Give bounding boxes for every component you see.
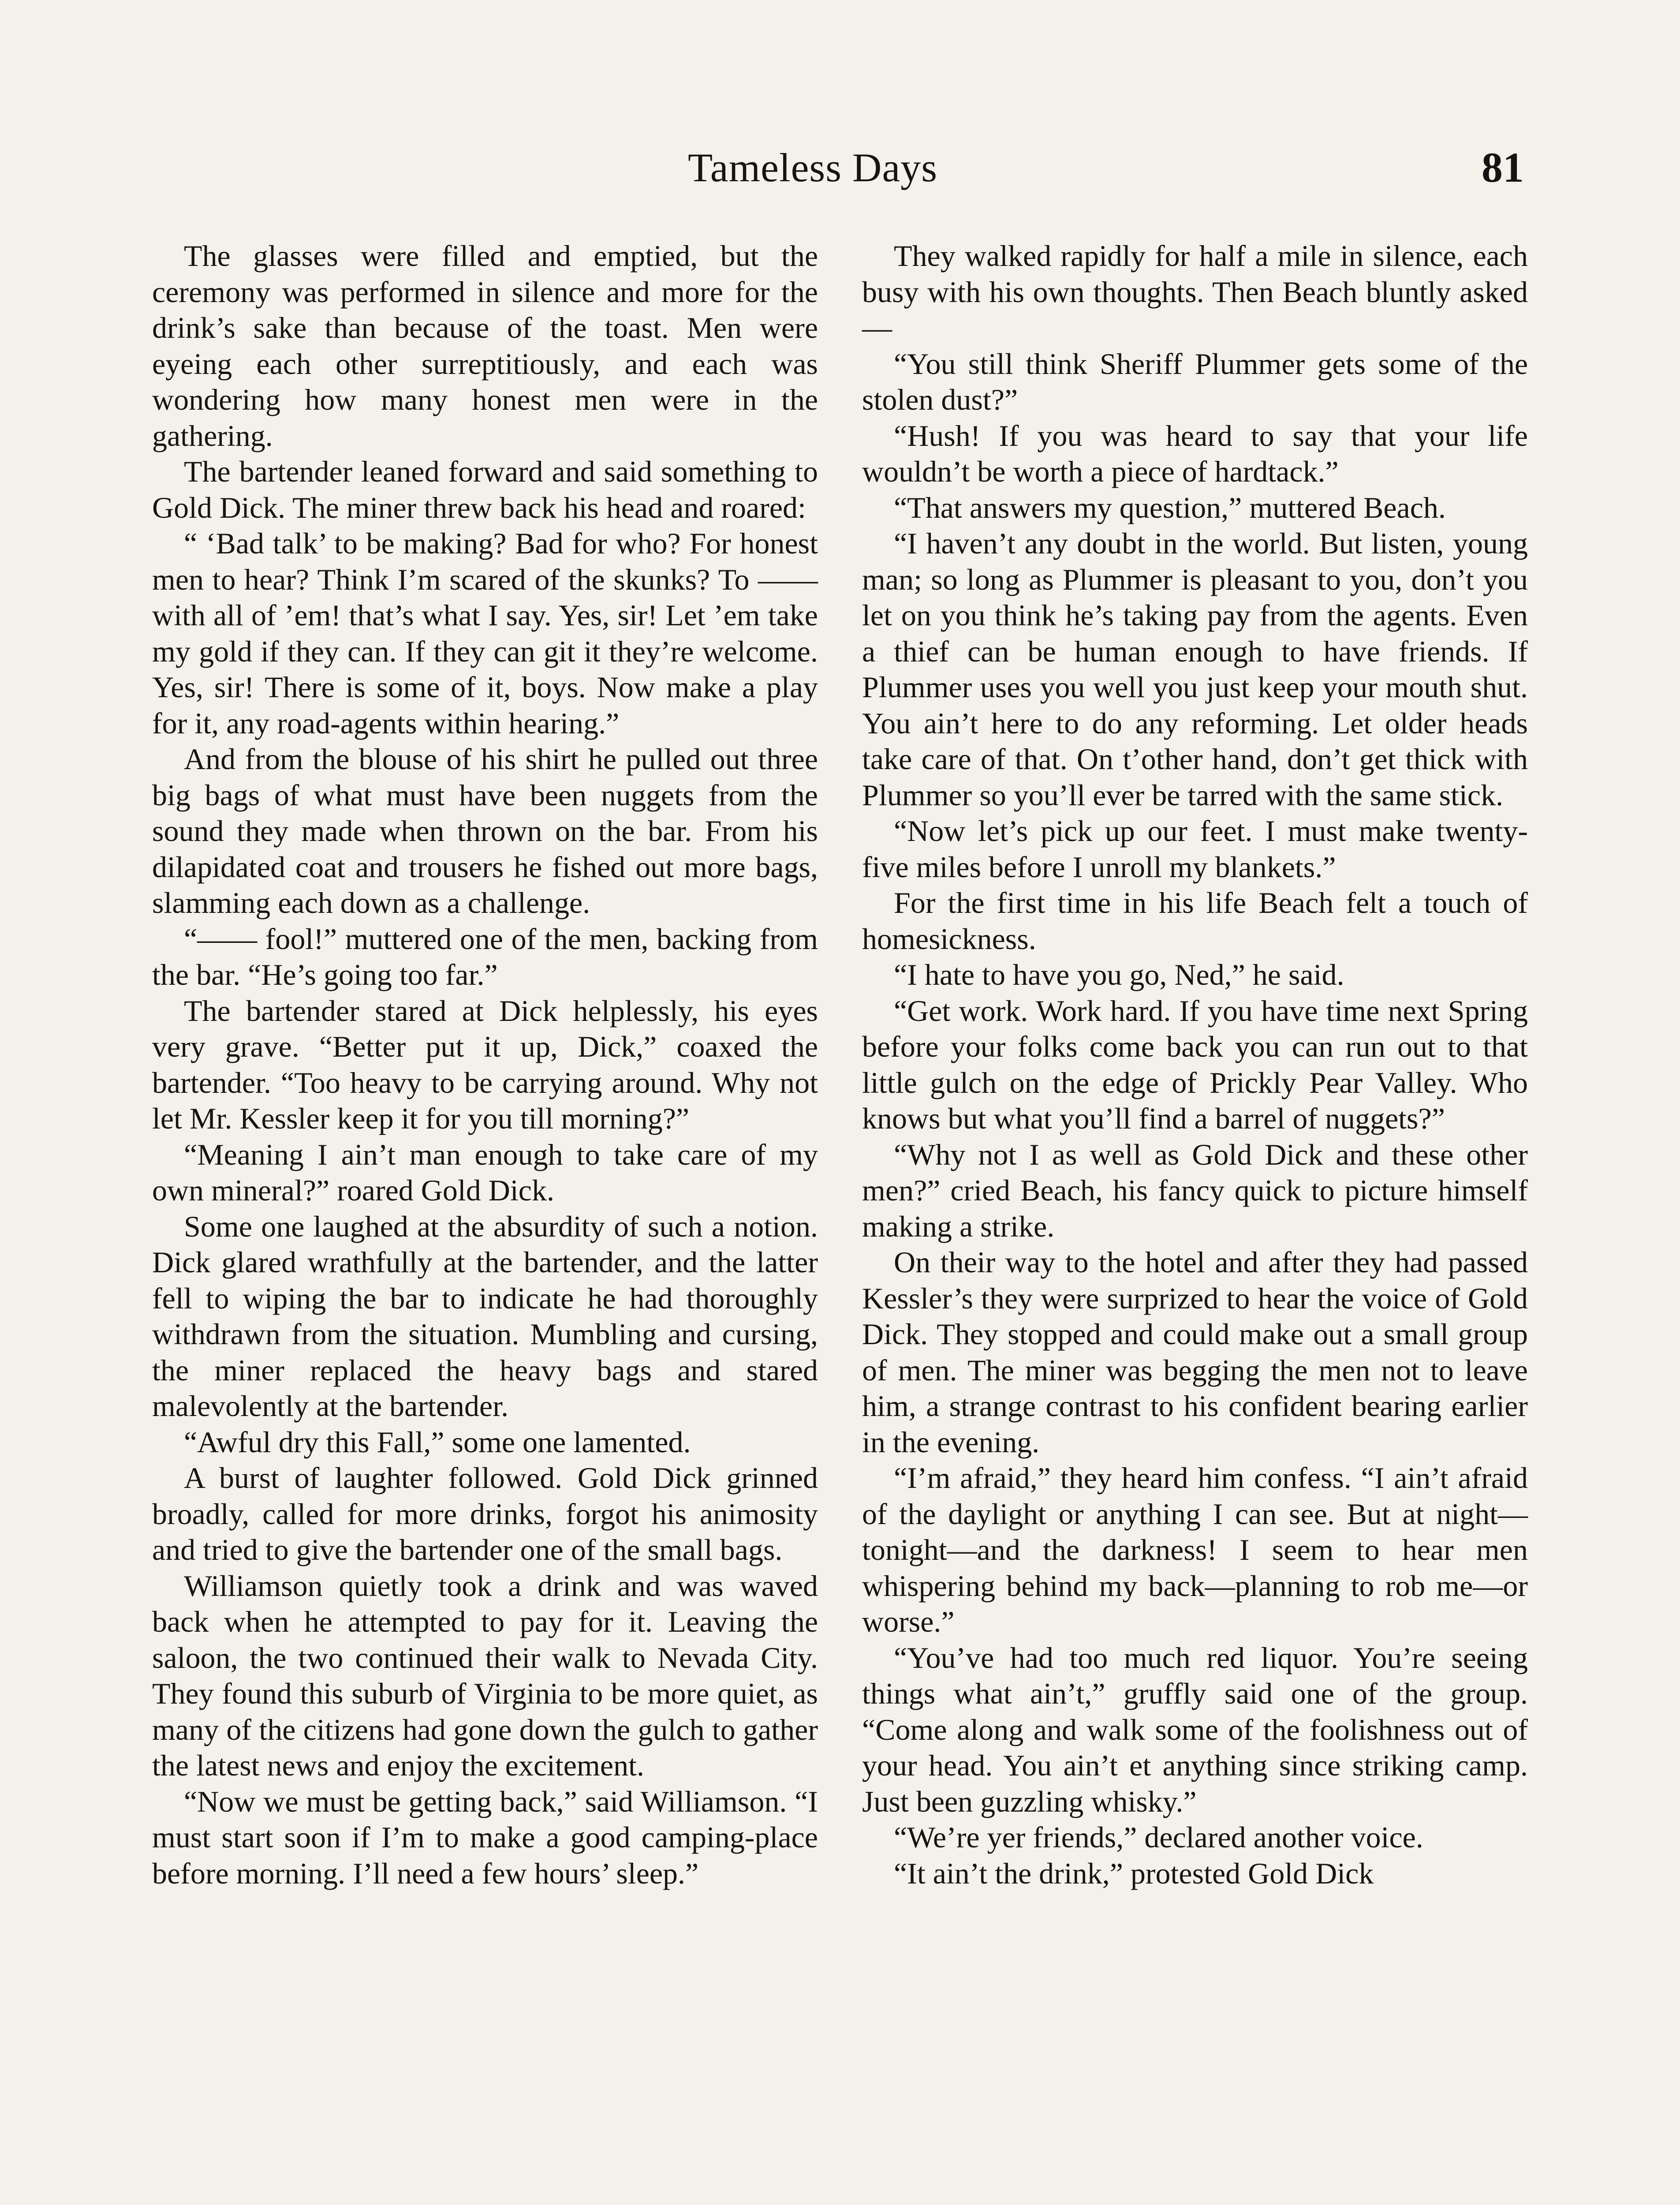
paragraph: “You still think Sheriff Plummer gets some of the stolen dust?” bbox=[862, 347, 1528, 416]
paragraph: “That answers my question,” muttered Beach. bbox=[894, 490, 1446, 524]
paragraph: “ ‘Bad talk’ to be making? Bad for who? For honest men to hear? Think I’m scared of the skunks? To —— with all of ’em! that’s what I say. Yes, sir! Let ’em take my gold if they can. If they can git it they’re welcome. Yes, sir! There is some of it, boys. Now make a play for it, any road-agents within hearing.” bbox=[152, 527, 818, 740]
paragraph: “Hush! If you was heard to say that your life wouldn’t be worth a piece of hardtack.” bbox=[862, 419, 1528, 488]
paragraph: Some one laughed at the absurdity of such a notion. Dick glared wrathfully at the bartender, and the latter fell to wiping the bar to indicate he had thoroughly withdrawn from the situation. Mumbling and cursing, the miner replaced the heavy bags and stared malevolently at the bartender. bbox=[152, 1209, 818, 1423]
paragraph: “I hate to have you go, Ned,” he said. bbox=[894, 958, 1344, 991]
paragraph: “Now let’s pick up our feet. I must make twenty-five miles before I unroll my blankets.” bbox=[862, 814, 1528, 884]
paragraph: For the first time in his life Beach felt a touch of homesickness. bbox=[862, 886, 1528, 956]
paragraph: The bartender stared at Dick helplessly, his eyes very grave. “Better put it up, Dick,” coaxed the bartender. “Too heavy to be carrying around. Why not let Mr. Kessler keep it for you till morning?” bbox=[152, 994, 818, 1135]
paragraph: And from the blouse of his shirt he pulled out three big bags of what must have been nuggets from the sound they made when thrown on the bar. From his dilapidated coat and trousers he fished out more bags, slamming each down as a challenge. bbox=[152, 742, 818, 919]
paragraph: A burst of laughter followed. Gold Dick grinned broadly, called for more drinks, forgot his animosity and tried to give the bartender one of the small bags. bbox=[152, 1461, 818, 1566]
paragraph: “It ain’t the drink,” protested Gold Dick bbox=[894, 1856, 1374, 1890]
paragraph: “—— fool!” muttered one of the men, backing from the bar. “He’s going too far.” bbox=[152, 922, 818, 991]
paragraph: “Why not I as well as Gold Dick and these other men?” cried Beach, his fancy quick to picture himself making a strike. bbox=[862, 1137, 1528, 1243]
running-head bbox=[0, 141, 1680, 203]
paragraph: Williamson quietly took a drink and was waved back when he attempted to pay for it. Leaving the saloon, the two continued their walk to Nevada City. They found this suburb of Virginia to be more quiet, as many of the citizens had gone down the gulch to gather the latest news and enjoy the excitement. bbox=[152, 1569, 818, 1782]
page-number: 81 bbox=[1482, 144, 1524, 191]
paragraph: They walked rapidly for half a mile in silence, each busy with his own thoughts. Then Beach bluntly asked— bbox=[862, 239, 1528, 344]
paragraph: “Meaning I ain’t man enough to take care of my own mineral?” roared Gold Dick. bbox=[152, 1137, 818, 1207]
paragraph: “You’ve had too much red liquor. You’re seeing things what ain’t,” gruffly said one of the group. “Come along and walk some of the foolishness out of your head. You ain’t et anything since striking camp. Just been guzzling whisky.” bbox=[862, 1641, 1528, 1818]
paragraph: “I’m afraid,” they heard him confess. “I ain’t afraid of the daylight or anything I can see. But at night—tonight—and the darkness! I seem to hear men whispering behind my back—planning to rob me—or worse.” bbox=[862, 1461, 1528, 1638]
paragraph: On their way to the hotel and after they had passed Kessler’s they were surprized to hear the voice of Gold Dick. They stopped and could make out a small group of men. The miner was begging the men not to leave him, a strange contrast to his confident bearing earlier in the evening. bbox=[862, 1245, 1528, 1459]
paragraph: The bartender leaned forward and said something to Gold Dick. The miner threw back his head and roared: bbox=[152, 455, 818, 524]
paragraph: “Awful dry this Fall,” some one lamented. bbox=[184, 1425, 691, 1459]
paragraph: “I haven’t any doubt in the world. But listen, young man; so long as Plummer is pleasant to you, don’t you let on you think he’s taking pay from the agents. Even a thief can be human enough to have friends. If Plummer uses you well you just keep your mouth shut. You ain’t here to do any reforming. Let older heads take care of that. On t’other hand, don’t get thick with Plummer so you’ll ever be tarred with the same stick. bbox=[862, 527, 1528, 812]
paragraph: “Get work. Work hard. If you have time next Spring before your folks come back you can run out to that little gulch on the edge of Prickly Pear Valley. Who knows but what you’ll find a barrel of nuggets?” bbox=[862, 994, 1528, 1135]
paragraph: “Now we must be getting back,” said Williamson. “I must start soon if I’m to make a good camping-place before morning. I’ll need a few hours’ sleep.” bbox=[152, 1784, 818, 1890]
running-title: Tameless Days bbox=[688, 145, 938, 190]
right-column bbox=[862, 238, 1528, 1891]
paragraph: The glasses were filled and emptied, but the ceremony was performed in silence and more for the drink’s sake than because of the toast. Men were eyeing each other surreptitiously, and each was wondering how many honest men were in the gathering. bbox=[152, 239, 818, 452]
paragraph: “We’re yer friends,” declared another voice. bbox=[894, 1820, 1423, 1854]
left-column bbox=[152, 238, 818, 1891]
